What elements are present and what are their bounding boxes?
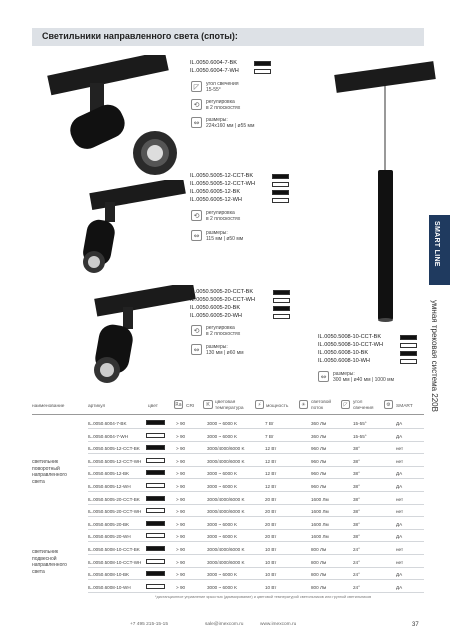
group-label-line: направленного	[32, 472, 67, 478]
feature-rotation	[206, 210, 240, 222]
feature-label: размеры:	[333, 371, 355, 377]
feature-label: регулировка	[206, 210, 235, 216]
cell-article: IL.0050.6005-12-WH	[88, 484, 131, 489]
color-swatch-black	[146, 521, 165, 526]
product-code: IL.0050.5005-20-CCT-WH	[190, 297, 255, 303]
cell-flux: 800 Лм	[311, 547, 327, 552]
product-code: IL.0050.6008-10-WH	[318, 358, 370, 364]
cell-flux: 1600 Лм	[311, 509, 329, 515]
cell-cri: > 90	[176, 547, 186, 552]
cell-smart: ДА	[396, 521, 403, 527]
cell-angle: 15-55°	[353, 421, 367, 426]
cell-power: 10 Вт	[265, 584, 277, 590]
codes-block3	[190, 288, 255, 320]
color-swatch-black	[273, 306, 290, 311]
cell-power: 12 Вт	[265, 471, 277, 477]
color-swatch-white	[400, 343, 417, 348]
cell-smart: ДА	[396, 572, 403, 578]
table-row	[88, 567, 424, 580]
rotate-icon: ⟲	[191, 325, 202, 336]
section-header	[32, 28, 424, 46]
cell-angle: 24°	[353, 547, 360, 552]
color-swatch-black	[400, 335, 417, 340]
product-code: IL.0050.6004-7-WH	[190, 68, 239, 74]
cell-flux: 1600 Лм	[311, 521, 329, 527]
color-swatch-white	[272, 182, 289, 187]
cell-flux: 800 Лм	[311, 559, 327, 565]
cell-article: IL.0050.5005-12-CCT-WH	[88, 458, 142, 464]
cell-cri: > 90	[176, 458, 186, 464]
feature-size	[206, 230, 243, 242]
cell-flux: 960 Лм	[311, 484, 327, 489]
cell-angle: 38°	[353, 534, 360, 540]
feature-label: регулировка	[206, 99, 235, 105]
size-icon: ⇔	[191, 117, 202, 128]
cell-power: 20 Вт	[265, 534, 277, 540]
cell-power: 20 Вт	[265, 521, 277, 527]
color-swatch-black	[146, 445, 165, 450]
color-swatch-white	[400, 359, 417, 364]
cell-smart: нет	[396, 458, 404, 464]
cell-flux: 360 Лм	[311, 421, 327, 426]
th-flux: световой поток	[311, 400, 332, 411]
codes-block4	[318, 333, 383, 365]
cell-power: 10 Вт	[265, 559, 277, 565]
color-swatch-white	[146, 433, 165, 438]
color-swatch-white	[146, 533, 165, 538]
header-divider	[32, 414, 424, 415]
cell-cct: 3000 ~ 6000 K	[207, 534, 238, 540]
cell-angle: 38°	[353, 458, 360, 464]
product-code: IL.0050.6005-20-BK	[190, 305, 241, 311]
cell-angle: 38°	[353, 484, 360, 489]
table-row	[88, 580, 424, 593]
table-row	[88, 542, 424, 555]
group-label-rotary	[32, 459, 67, 485]
cell-cri: > 90	[176, 421, 186, 426]
cell-cri: > 90	[176, 584, 186, 590]
cell-power: 10 Вт	[265, 572, 277, 578]
cell-cri: > 90	[176, 446, 186, 452]
angle-icon: ◸	[341, 400, 350, 409]
product-image-5005-20	[55, 285, 205, 385]
page-number: 37	[412, 622, 419, 628]
feature-value: 224x160 мм | ø55 мм	[206, 123, 255, 129]
table-row	[88, 429, 424, 442]
feature-size	[206, 344, 244, 356]
table-row	[88, 529, 424, 542]
table-row	[88, 504, 424, 517]
cell-article: IL.0050.6008-10-WH	[88, 584, 131, 590]
cell-cct: 3000/4000/6000 K	[207, 559, 245, 565]
angle-icon: ◸	[191, 81, 202, 92]
cell-flux: 960 Лм	[311, 446, 327, 452]
cell-article: IL.0050.5008-10-CCT-WH	[88, 559, 142, 565]
cell-cri: > 90	[176, 484, 186, 489]
color-swatch-black	[146, 571, 165, 576]
size-icon: ⇔	[191, 344, 202, 355]
footnote: *дистанционное управление яркостью (диммирование) и цветовой температурой светильников или группой светильников	[155, 595, 372, 599]
cell-smart: нет	[396, 496, 404, 502]
color-swatch-white	[254, 69, 271, 74]
cell-angle: 38°	[353, 521, 360, 527]
color-swatch-black	[273, 290, 290, 295]
table-row	[88, 466, 424, 479]
cell-article: IL.0050.6004-7-BK	[88, 421, 127, 426]
color-swatch-white	[273, 298, 290, 303]
cell-cri: > 90	[176, 534, 186, 540]
product-code: IL.0050.5005-20-CCT-BK	[190, 289, 254, 295]
color-swatch-white	[146, 584, 165, 589]
cell-article: IL.0050.5005-12-CCT-BK	[88, 446, 140, 452]
table-row	[88, 517, 424, 530]
product-code: IL.0050.6008-10-BK	[318, 350, 369, 356]
cell-article: IL.0050.5008-10-CCT-BK	[88, 547, 140, 552]
th-article: артикул	[88, 404, 106, 409]
cell-flux: 360 Лм	[311, 433, 327, 439]
cell-smart: ДА	[396, 484, 403, 489]
th-smart: SMART	[396, 404, 413, 409]
power-icon: ⚡	[255, 400, 264, 409]
feature-label: регулировка	[206, 325, 235, 331]
feature-value: в 2 плоскостях	[206, 331, 241, 337]
group-label-line: света	[32, 478, 45, 485]
feature-value: 130 мм | ø60 мм	[206, 350, 244, 356]
section-title: Светильники направленного света (споты):	[42, 31, 238, 41]
smart-icon: ⚙	[384, 400, 393, 409]
th-cct: цветовая температура	[215, 400, 244, 411]
cell-smart: нет	[396, 559, 404, 565]
cell-flux: 1600 Лм	[311, 534, 329, 540]
color-swatch-black	[400, 351, 417, 356]
cell-cri: > 90	[176, 509, 186, 515]
footer-site: www.imexcom.ru	[260, 622, 297, 627]
color-swatch-black	[146, 420, 165, 425]
cell-cri: > 90	[176, 572, 186, 578]
size-icon: ⇔	[191, 230, 202, 241]
table-row	[88, 454, 424, 467]
cell-smart: нет	[396, 446, 404, 452]
cell-cri: > 90	[176, 559, 186, 565]
table-row	[88, 441, 424, 454]
th-cri: CRI	[186, 404, 195, 409]
feature-rotation	[206, 99, 240, 111]
flux-icon: ☀	[299, 400, 308, 409]
group-label-line: светильник	[32, 459, 59, 465]
product-image-6004	[40, 55, 190, 175]
cell-article: IL.0050.5005-20-CCT-WH	[88, 509, 142, 515]
cell-flux: 1600 Лм	[311, 496, 329, 502]
color-swatch-black	[146, 496, 165, 501]
cell-cct: 3000 ~ 6000 K	[207, 521, 238, 527]
group-label-line: светильник	[32, 549, 59, 555]
side-subtitle: умная трековая система 220В	[430, 300, 439, 412]
color-swatch-black	[272, 190, 289, 195]
cell-article: IL.0050.6008-10-BK	[88, 572, 130, 578]
cell-cct: 3000/4000/6000 K	[207, 446, 245, 452]
cell-angle: 24°	[353, 559, 360, 565]
cell-smart: ДА	[396, 421, 403, 426]
cell-article: IL.0050.6004-7-WH	[88, 433, 129, 439]
cell-cct: 3000 ~ 6000 K	[207, 584, 238, 590]
feature-label: размеры:	[206, 344, 228, 350]
cri-icon: Ra	[175, 402, 182, 408]
cell-angle: 38°	[353, 509, 360, 515]
feature-value: 15-55°	[206, 87, 221, 93]
codes-block1	[190, 59, 239, 75]
footer-phone: +7 495 215-15-15	[130, 622, 169, 627]
table-row	[88, 416, 424, 429]
product-code: IL.0050.6005-12-WH	[190, 197, 242, 203]
feature-value: 300 мм | ø40 мм | 1000 мм	[333, 377, 395, 383]
cell-cct: 3000 ~ 6000 K	[207, 484, 238, 489]
product-image-5008	[330, 60, 440, 360]
cell-power: 20 Вт	[265, 496, 277, 502]
group-label-pendant	[32, 549, 67, 575]
rotate-icon: ⟲	[191, 210, 202, 221]
cell-cct: 3000/4000/6000 K	[207, 509, 245, 515]
cct-icon: К	[203, 400, 213, 409]
codes-block2	[190, 172, 255, 204]
cell-cri: > 90	[176, 471, 186, 477]
cell-smart: нет	[396, 547, 404, 552]
cell-cct: 3000/4000/6000 K	[207, 458, 245, 464]
side-tab-label: SMART LINE	[433, 221, 440, 267]
cell-cri: > 90	[176, 496, 186, 502]
feature-label: размеры:	[206, 117, 228, 123]
product-image-5005-12	[50, 180, 190, 275]
cell-power: 20 Вт	[265, 509, 277, 515]
color-swatch-white	[272, 198, 289, 203]
cell-cct: 3000 ~ 6000 K	[207, 421, 238, 426]
cell-flux: 800 Лм	[311, 584, 327, 590]
color-swatch-white	[146, 483, 165, 488]
feature-value: в 2 плоскостях	[206, 105, 241, 111]
product-code: IL.0050.5005-12-CCT-BK	[190, 173, 254, 179]
cell-angle: 38°	[353, 496, 360, 502]
rotate-icon: ⟲	[191, 99, 202, 110]
feature-label: угол свечения	[206, 81, 239, 87]
group-label-line: подвесной	[32, 555, 57, 562]
cell-smart: ДА	[396, 471, 403, 477]
feature-value: в 2 плоскостях	[206, 216, 241, 222]
feature-size	[333, 371, 394, 383]
cell-angle: 38°	[353, 471, 360, 477]
color-swatch-white	[146, 508, 165, 513]
color-swatch-black	[146, 470, 165, 475]
cell-cct: 3000 ~ 6000 K	[207, 471, 238, 477]
color-swatch-black	[272, 174, 289, 179]
group-label-line: поворотный	[32, 465, 60, 472]
cell-smart: нет	[396, 509, 404, 515]
color-swatch-black	[146, 546, 165, 551]
feature-value: 115 мм | ø50 мм	[206, 236, 244, 242]
cell-cct: 3000/4000/6000 K	[207, 496, 245, 502]
table-row	[88, 479, 424, 492]
cell-flux: 800 Лм	[311, 572, 327, 578]
cell-power: 12 Вт	[265, 458, 277, 464]
th-power: мощность	[266, 404, 289, 409]
th-color: цвет	[148, 404, 158, 409]
cell-article: IL.0050.6005-20-BK	[88, 521, 130, 527]
cell-flux: 960 Лм	[311, 458, 327, 464]
cell-power: 10 Вт	[265, 547, 277, 552]
cell-cct: 3000 ~ 6000 K	[207, 433, 238, 439]
th-angle: угол свечения	[353, 400, 374, 411]
feature-size	[206, 117, 254, 129]
table-row	[88, 555, 424, 568]
feature-label: размеры:	[206, 230, 228, 236]
cell-smart: ДА	[396, 534, 403, 540]
cell-cri: > 90	[176, 433, 186, 439]
cell-power: 7 Вт	[265, 433, 274, 439]
cell-cct: 3000/4000/6000 K	[207, 547, 245, 552]
feature-angle	[206, 81, 239, 93]
cell-article: IL.0050.6005-20-WH	[88, 534, 131, 540]
table-row	[88, 492, 424, 505]
product-code: IL.0050.5008-10-CCT-WH	[318, 342, 383, 348]
group-label-line: направленного	[32, 562, 67, 568]
product-code: IL.0050.5008-10-CCT-BK	[318, 334, 382, 340]
cell-article: IL.0050.6005-12-BK	[88, 471, 130, 477]
th-name: наименование	[32, 404, 65, 409]
color-swatch-white	[146, 559, 165, 564]
group-label-line: света	[32, 568, 45, 575]
cell-smart: ДА	[396, 584, 403, 590]
cell-cct: 3000 ~ 6000 K	[207, 572, 238, 578]
cell-power: 12 Вт	[265, 446, 277, 452]
cell-flux: 960 Лм	[311, 471, 327, 477]
cell-angle: 24°	[353, 584, 360, 590]
footer-email: sale@imexcom.ru	[205, 622, 244, 627]
cell-article: IL.0050.5005-20-CCT-BK	[88, 496, 140, 502]
color-swatch-black	[254, 61, 271, 66]
cell-cri: > 90	[176, 521, 186, 527]
cell-power: 7 Вт	[265, 421, 274, 426]
feature-rotation	[206, 325, 240, 337]
product-code: IL.0050.6005-20-WH	[190, 313, 242, 319]
product-code: IL.0050.6004-7-BK	[190, 60, 237, 66]
product-code: IL.0050.5005-12-CCT-WH	[190, 181, 255, 187]
size-icon: ⇔	[318, 371, 329, 382]
color-swatch-white	[273, 314, 290, 319]
cell-angle: 15-55°	[353, 433, 367, 439]
color-swatch-white	[146, 458, 165, 463]
product-code: IL.0050.6005-12-BK	[190, 189, 241, 195]
cell-smart: ДА	[396, 433, 403, 439]
cell-power: 12 Вт	[265, 484, 277, 489]
cell-angle: 38°	[353, 446, 360, 452]
cell-angle: 24°	[353, 572, 360, 578]
